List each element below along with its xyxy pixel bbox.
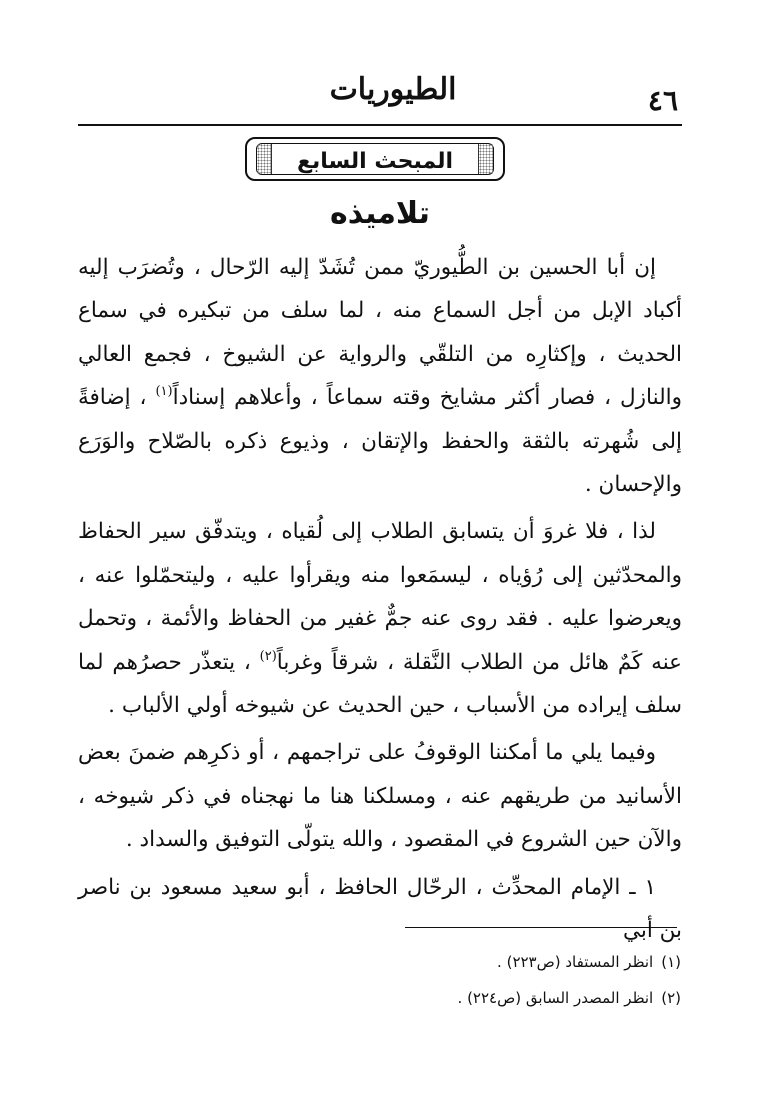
footnotes: [81, 944, 681, 1016]
footnote-2-text: انظر المصدر السابق (ص٢٢٤) .: [457, 989, 654, 1007]
page-number: ٤٦: [647, 84, 678, 117]
paragraph-4: ١ ـ الإمام المحدِّث ، الرحّال الحافظ ، أبو سعيد مسعود بن ناصر بن أبي: [78, 874, 682, 944]
book-title: الطيوريات: [329, 72, 457, 107]
footnote-2-number: (٢): [661, 989, 681, 1007]
paragraph-2-text-a: لذا ، فلا غروَ أن يتسابق الطلاب إلى لُقياه ، ويتدفّق سير الحفاظ والمحدّثين إلى رُؤياه ، ليسمَعوا منه ويقرأوا عليه ، وليتحمّلوا عنه ، ويعرضوا عليه . فقد روى عنه جمٌّ غفير من الحفاظ والأئمة ، وتحمل عنه كَمٌ هائل من الطلاب النَّقلة ، شرقاً وغرباً: [78, 519, 683, 675]
paragraph-1-text-a: إن أبا الحسين بن الطُّيوريّ ممن تُشَدّ إليه الرّحال ، وتُضرَب إليه أكباد الإبل من أجل السماع منه ، لما سلف من تبكيره في سماع الحديث ، وإكثارِه من التلقّي والرواية عن الشيوخ ، فجمع العالي والنازل ، فصار أكثر مشايخ وقته سماعاً ، وأعلاهم إسناداً: [78, 255, 682, 411]
section-title: المبحث السابع: [296, 149, 454, 174]
section-title-frame: [245, 137, 505, 181]
footnote-ref-1: (١): [155, 384, 173, 400]
section-title-inner-frame: [256, 143, 494, 175]
paragraph-2-text-b: ، يتعذّر حصرُهم لما سلف إيراده من الأسباب ، حين الحديث عن شيوخه أولي الألباب .: [78, 649, 682, 719]
footnote-ref-2: (٢): [259, 648, 277, 664]
paragraph-1-text-b: ، إضافةً إلى شُهرته بالثقة والحفظ والإتقان ، وذيوع ذكره بالصّلاح والوَرَع والإحسان .: [78, 385, 682, 498]
frame-ornament-left: [257, 144, 272, 174]
footnote-1-text: انظر المستفاد (ص٢٢٣) .: [497, 953, 654, 971]
body-text: [78, 246, 682, 957]
header-rule: [78, 124, 682, 126]
paragraph-1: [78, 246, 682, 506]
footnote-1: [81, 944, 681, 980]
footnote-rule: [405, 927, 677, 928]
running-header: [78, 70, 682, 122]
footnote-1-number: (١): [661, 953, 681, 971]
paragraph-2: [78, 510, 682, 727]
footnote-2: [81, 980, 681, 1016]
paragraph-3: وفيما يلي ما أمكننا الوقوفُ على تراجمهم ، أو ذكرِهم ضمنَ بعض الأسانيد من طريقهم عنه ، ومسلكنا هنا ما نهجناه في ذكر شيوخه ، والآن حين الشروع في المقصود ، والله يتولّى التوفيق والسداد .: [78, 740, 682, 853]
chapter-heading: تلاميذه: [330, 196, 430, 231]
frame-ornament-right: [478, 144, 493, 174]
